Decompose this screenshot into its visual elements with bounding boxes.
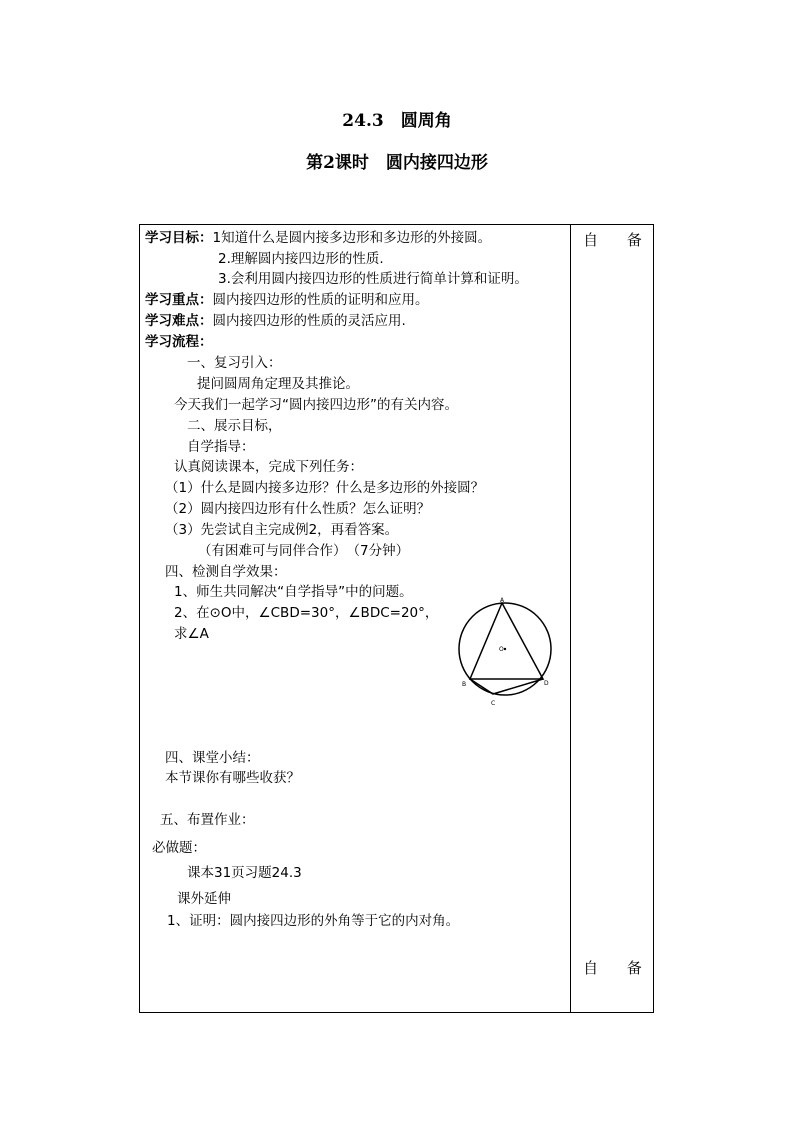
goals-label: 学习目标： bbox=[145, 230, 213, 246]
homework-heading: 五、布置作业： bbox=[160, 812, 255, 828]
goal-3: 3.会利用圆内接四边形的性质进行简单计算和证明。 bbox=[218, 271, 528, 287]
point-c-label: C bbox=[491, 700, 496, 707]
review-heading: 一、复习引入： bbox=[187, 355, 282, 371]
question-3-note: （有困难可与同伴合作） （7分钟） bbox=[198, 543, 410, 559]
read-task: 认真阅读课本，完成下列任务： bbox=[174, 459, 363, 475]
side-label-bottom: 自 备 bbox=[583, 959, 654, 977]
check-2b: 求∠A bbox=[174, 626, 209, 642]
question-1: （1）什么是圆内接多边形？什么是多边形的外接圆？ bbox=[165, 480, 485, 496]
review-text: 提问圆周角定理及其推论。 bbox=[197, 376, 359, 392]
page-subtitle: 第2课时 圆内接四边形 bbox=[306, 153, 488, 173]
center-dot bbox=[504, 648, 506, 650]
key-text: 圆内接四边形的性质的证明和应用。 bbox=[212, 292, 429, 308]
summary-heading: 四、课堂小结： bbox=[165, 750, 260, 766]
extension-label: 课外延伸 bbox=[177, 891, 231, 907]
extension-text: 1、证明：圆内接四边形的外角等于它的内对角。 bbox=[167, 913, 460, 929]
difficulty-row bbox=[145, 311, 406, 331]
column-divider bbox=[570, 224, 571, 1013]
goals-row bbox=[145, 228, 491, 248]
key-row bbox=[145, 290, 429, 310]
flow-label: 学习流程： bbox=[145, 334, 213, 350]
difficulty-text: 圆内接四边形的性质的灵活应用. bbox=[212, 313, 406, 329]
summary-text: 本节课你有哪些收获？ bbox=[165, 770, 300, 786]
side-label-top: 自 备 bbox=[583, 231, 654, 249]
point-o-label: O bbox=[499, 646, 504, 653]
required-label: 必做题： bbox=[152, 840, 206, 856]
self-guide: 自学指导： bbox=[187, 439, 255, 455]
show-heading: 二、展示目标， bbox=[187, 418, 282, 434]
required-text: 课本31页习题24.3 bbox=[187, 865, 302, 881]
check-1: 1、师生共同解决“自学指导”中的问题。 bbox=[174, 584, 413, 600]
intro-text: 今天我们一起学习“圆内接四边形”的有关内容。 bbox=[174, 397, 458, 413]
key-label: 学习重点： bbox=[145, 292, 213, 308]
point-b-label: B bbox=[462, 681, 467, 688]
triangle-abd bbox=[470, 603, 543, 679]
page-title: 24.3 圆周角 bbox=[342, 111, 452, 131]
difficulty-label: 学习难点： bbox=[145, 313, 213, 329]
circle-diagram bbox=[455, 595, 555, 710]
goal-1: 1知道什么是圆内接多边形和多边形的外接圆。 bbox=[212, 230, 492, 246]
check-heading: 四、检测自学效果： bbox=[165, 564, 287, 580]
question-3: （3）先尝试自主完成例2，再看答案。 bbox=[165, 522, 399, 538]
check-2: 2、在⊙O中，∠CBD=30°，∠BDC=20°， bbox=[174, 605, 439, 621]
question-2: （2）圆内接四边形有什么性质？怎么证明？ bbox=[165, 501, 431, 517]
point-a-label: A bbox=[500, 597, 505, 604]
goal-2: 2.理解圆内接四边形的性质. bbox=[218, 251, 384, 267]
point-d-label: D bbox=[544, 680, 549, 687]
